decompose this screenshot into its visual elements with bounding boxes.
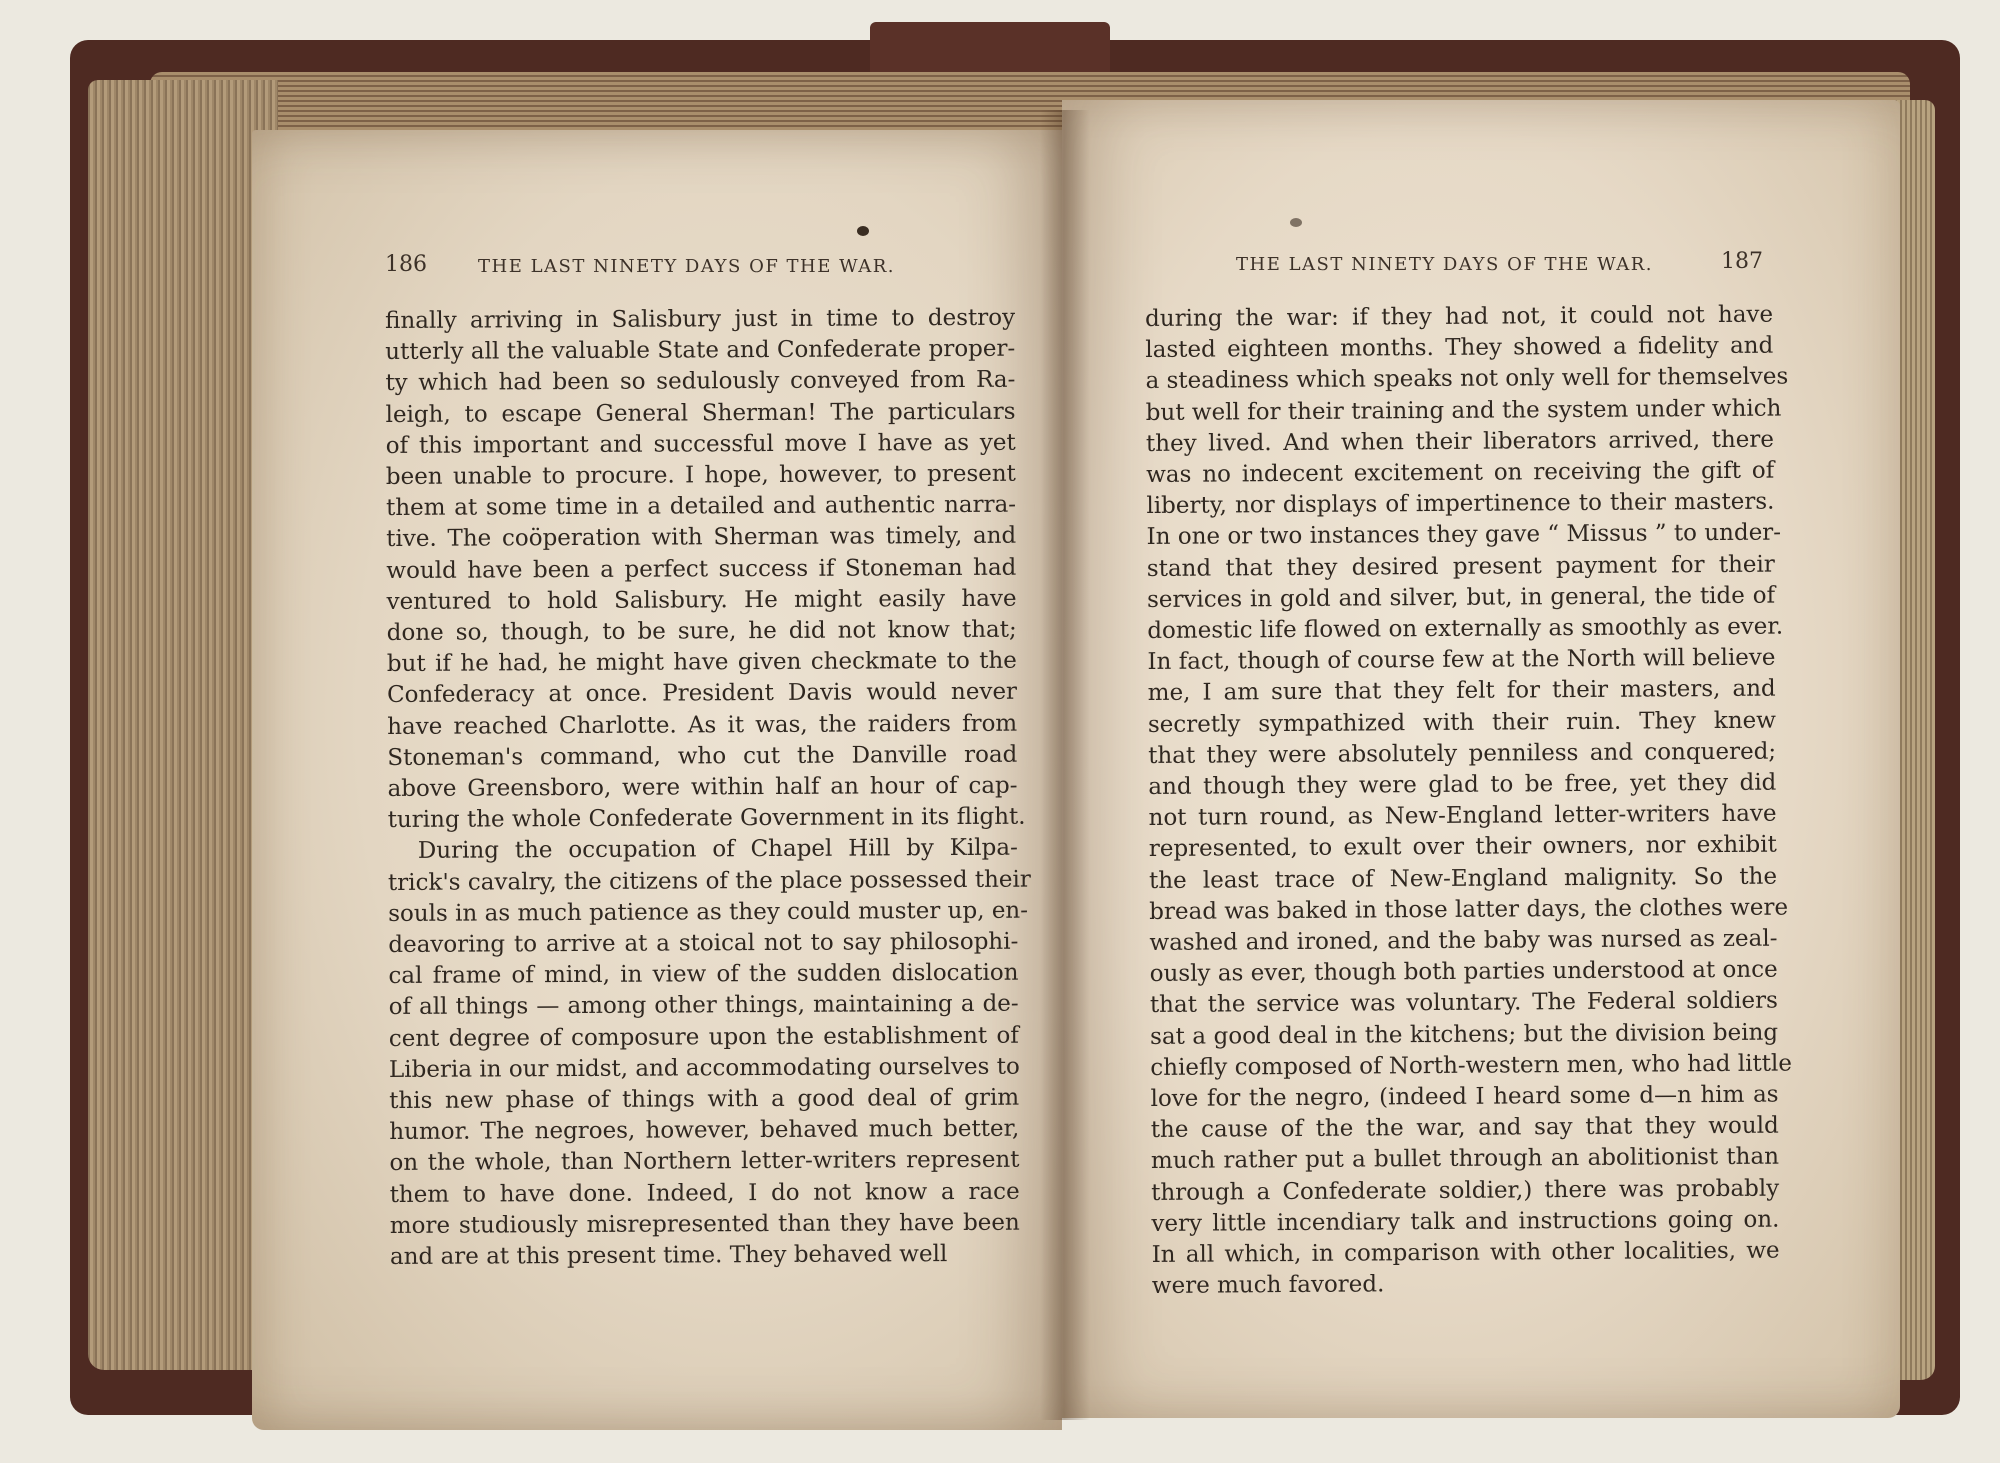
text-line: services in gold and silver, but, in general, the tide of [1146, 582, 1776, 613]
text-line: washed and ironed, and the baby was nursed as zeal- [1149, 925, 1778, 957]
text-line: finally arriving in Salisbury just in time to destroy [385, 304, 1016, 334]
text-line: through a Confederate soldier,) there was probably [1151, 1175, 1780, 1206]
text-line: above Greensboro, were within half an hour of cap- [387, 772, 1018, 803]
right-page-text [1145, 300, 1793, 1303]
text-line: liberty, nor displays of impertinence to their masters. [1146, 488, 1775, 520]
text-line: much rather put a bullet through an abolitionist than [1150, 1144, 1780, 1175]
right-page-number: 187 [1721, 249, 1763, 274]
text-line: they lived. And when their liberators arrived, there [1145, 426, 1775, 457]
text-line: Stoneman's command, who cut the Danville road [387, 741, 1018, 771]
text-line: of this important and successful move I have as yet [385, 429, 1016, 459]
book-gutter [1040, 110, 1090, 1420]
text-line: very little incendiary talk and instructions going on. [1151, 1206, 1780, 1237]
left-running-head: THE LAST NINETY DAYS OF THE WAR. [478, 256, 895, 277]
text-line: tive. The coöperation with Sherman was timely, and [386, 523, 1017, 553]
text-line: but if he had, he might have given checkmate to the [386, 647, 1017, 678]
ink-blot [857, 226, 869, 236]
text-line: that they were absolutely penniless and conquered; [1148, 738, 1777, 769]
text-line: ventured to hold Salisbury. He might easily have [386, 585, 1017, 615]
text-line: were much favored. [1151, 1271, 1385, 1300]
text-line: In fact, though of course few at the North will believe [1147, 644, 1776, 676]
text-line: domestic life flowed on externally as smoothly as ever. [1147, 613, 1784, 645]
text-line: a steadiness which speaks not only well for themselves [1145, 363, 1789, 395]
text-line: secretly sympathized with their ruin. They knew [1147, 707, 1777, 738]
text-line: trick's cavalry, the citizens of the place possessed their [387, 866, 1031, 896]
left-page-text [385, 303, 1031, 1274]
text-line: cent degree of composure upon the establishment of [388, 1022, 1019, 1052]
text-line: them to have done. Indeed, I do not know a race [389, 1178, 1020, 1208]
left-page-edges [88, 80, 278, 1370]
text-line: deavoring to arrive at a stoical not to say philosophi- [388, 928, 1019, 959]
text-line: ously as ever, though both parties understood at once [1149, 956, 1778, 988]
text-line: of all things — among other things, maintaining a de- [388, 991, 1019, 1021]
text-line: the least trace of New-England malignity. So the [1148, 863, 1778, 894]
text-line: chiefly composed of North-western men, who had little [1150, 1050, 1793, 1081]
text-line: been unable to procure. I hope, however, to present [385, 460, 1016, 491]
text-line: would have been a perfect success if Stoneman had [386, 554, 1017, 584]
text-line: ty which had been so sedulously conveyed from Ra- [385, 367, 1016, 397]
text-line: leigh, to escape General Sherman! The particulars [385, 398, 1016, 428]
text-line: them at some time in a detailed and authentic narra- [385, 491, 1017, 522]
text-line: bread was baked in those latter days, the clothes were [1149, 894, 1789, 925]
text-line: but well for their training and the system under which [1145, 395, 1782, 426]
text-line: and though they were glad to be free, yet they did [1148, 769, 1777, 801]
text-line: represented, to exult over their owners, nor exhibit [1148, 832, 1777, 863]
text-line: have reached Charlotte. As it was, the raiders from [387, 710, 1018, 740]
text-line: sat a good deal in the kitchens; but the division being [1150, 1019, 1779, 1050]
text-line: not turn round, as New-England letter-writers have [1148, 800, 1777, 832]
text-line: In all which, in comparison with other localities, we [1151, 1237, 1780, 1269]
left-page-number: 186 [385, 252, 427, 277]
text-line: During the occupation of Chapel Hill by Kilpa- [417, 835, 1018, 865]
right-running-head: THE LAST NINETY DAYS OF THE WAR. [1236, 254, 1653, 275]
text-line: Confederacy at once. President Davis would never [386, 679, 1018, 709]
text-line: more studiously misrepresented than they have been [389, 1209, 1020, 1239]
text-line: souls in as much patience as they could muster up, en- [388, 897, 1029, 927]
text-line: during the war: if they had not, it could not have [1145, 301, 1774, 332]
text-line: lasted eighteen months. They showed a fidelity and [1145, 332, 1774, 364]
text-line: was no indecent excitement on receiving the gift of [1146, 457, 1775, 489]
text-line: stand that they desired present payment for their [1146, 551, 1775, 582]
text-line: done so, though, to be sure, he did not know that; [386, 616, 1017, 647]
text-line: on the whole, than Northern letter-writers represent [389, 1147, 1020, 1177]
text-line: humor. The negroes, however, behaved much better, [389, 1115, 1020, 1146]
text-line: In one or two instances they gave “ Missus ” to under- [1146, 519, 1782, 551]
text-line: turing the whole Confederate Government in its flight. [387, 803, 1026, 834]
ink-blot [1290, 218, 1302, 227]
text-line: cal frame of mind, in view of the sudden dislocation [388, 959, 1019, 990]
text-line: utterly all the valuable State and Confederate proper- [385, 335, 1016, 366]
text-line: this new phase of things with a good deal of grim [389, 1084, 1020, 1115]
text-line: and are at this present time. They behaved well [389, 1241, 948, 1271]
text-line: that the service was voluntary. The Federal soldiers [1149, 988, 1778, 1019]
text-line: the cause of the the war, and say that they would [1150, 1112, 1779, 1144]
text-line: Liberia in our midst, and accommodating ourselves to [388, 1053, 1020, 1083]
text-line: love for the negro, (indeed I heard some d—n him as [1150, 1081, 1779, 1113]
text-line: me, I am sure that they felt for their masters, and [1147, 676, 1776, 707]
